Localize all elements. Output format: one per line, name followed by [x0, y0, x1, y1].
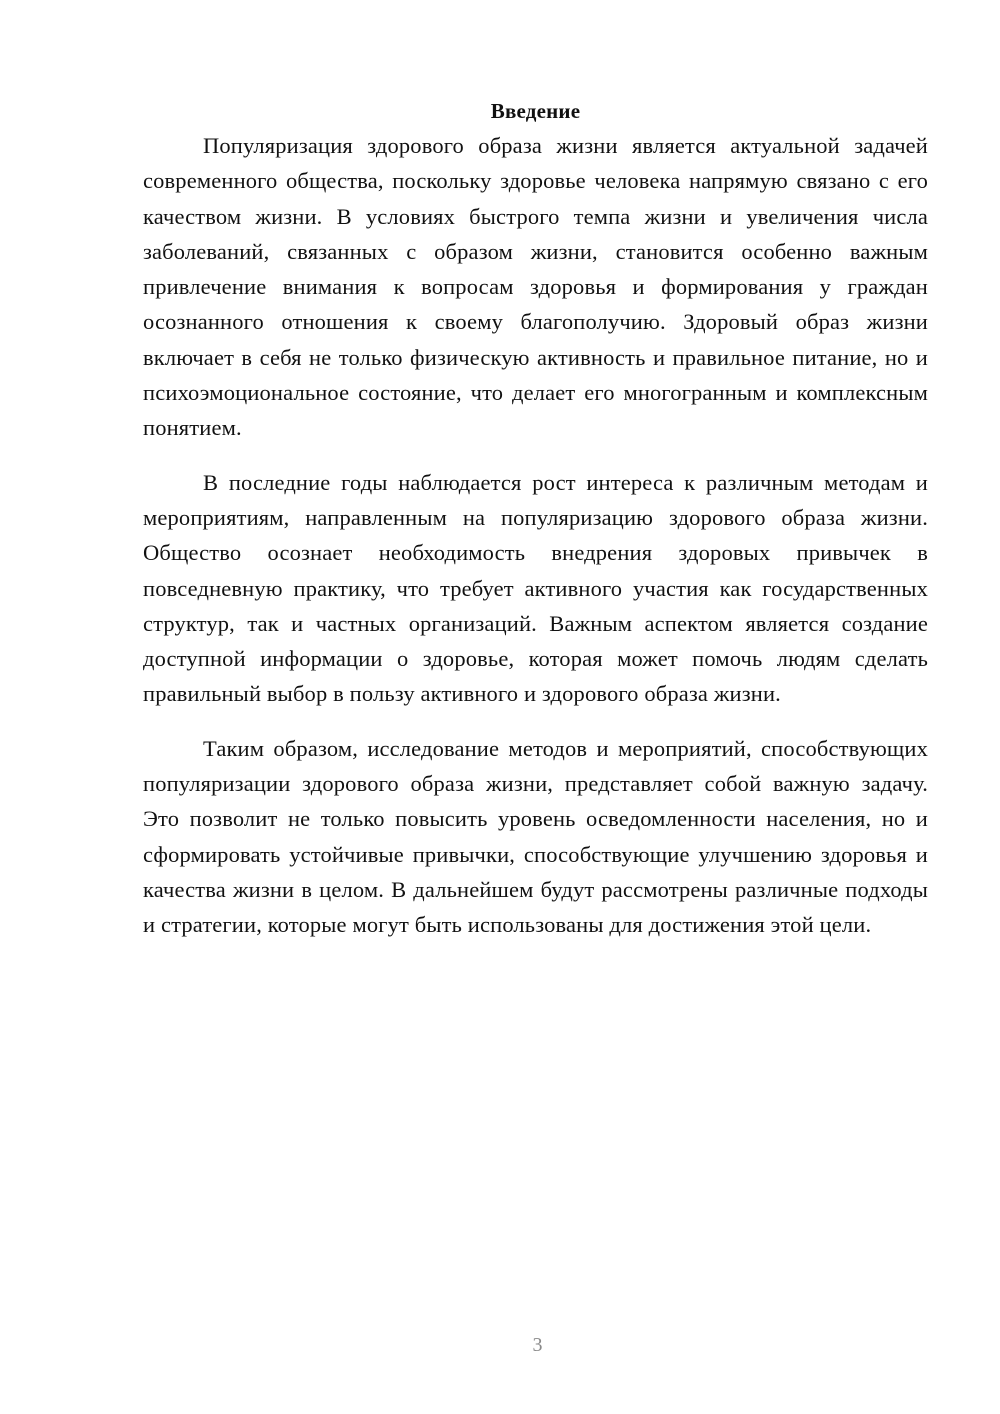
section-title: Введение: [490, 99, 581, 123]
paragraph-1: Популяризация здорового образа жизни является актуальной задачей современного общества, поскольку здоровье человека напрямую связано с его качеством жизни. В условиях быстрого темпа жизни и увеличения числа заболеваний, связанных с образом жизни, становится особенно важным привлечение внимания к вопросам здоровья и формирования у граждан осознанного отношения к своему благополучию. Здоровый образ жизни включает в себя не только физическую активность и правильное питание, но и психоэмоциональное состояние, что делает его многогранным и комплексным понятием.: [143, 133, 928, 441]
page-number: 3: [532, 1334, 543, 1356]
paragraph-2: В последние годы наблюдается рост интереса к различным методам и мероприятиям, направленным на популяризацию здорового образа жизни. Общество осознает необходимость внедрения здоровых привычек в повседневную практику, что требует активного участия как государственных структур, так и частных организаций. Важным аспектом является создание доступной информации о здоровье, которая может помочь людям сделать правильный выбор в пользу активного и здорового образа жизни.: [143, 469, 928, 707]
paragraph-3: Таким образом, исследование методов и мероприятий, способствующих популяризации здорового образа жизни, представляет собой важную задачу. Это позволит не только повысить уровень осведомленности населения, но и сформировать устойчивые привычки, способствующие улучшению здоровья и качества жизни в целом. В дальнейшем будут рассмотрены различные подходы и стратегии, которые могут быть использованы для достижения этой цели.: [143, 735, 928, 938]
page-content: [143, 96, 928, 962]
